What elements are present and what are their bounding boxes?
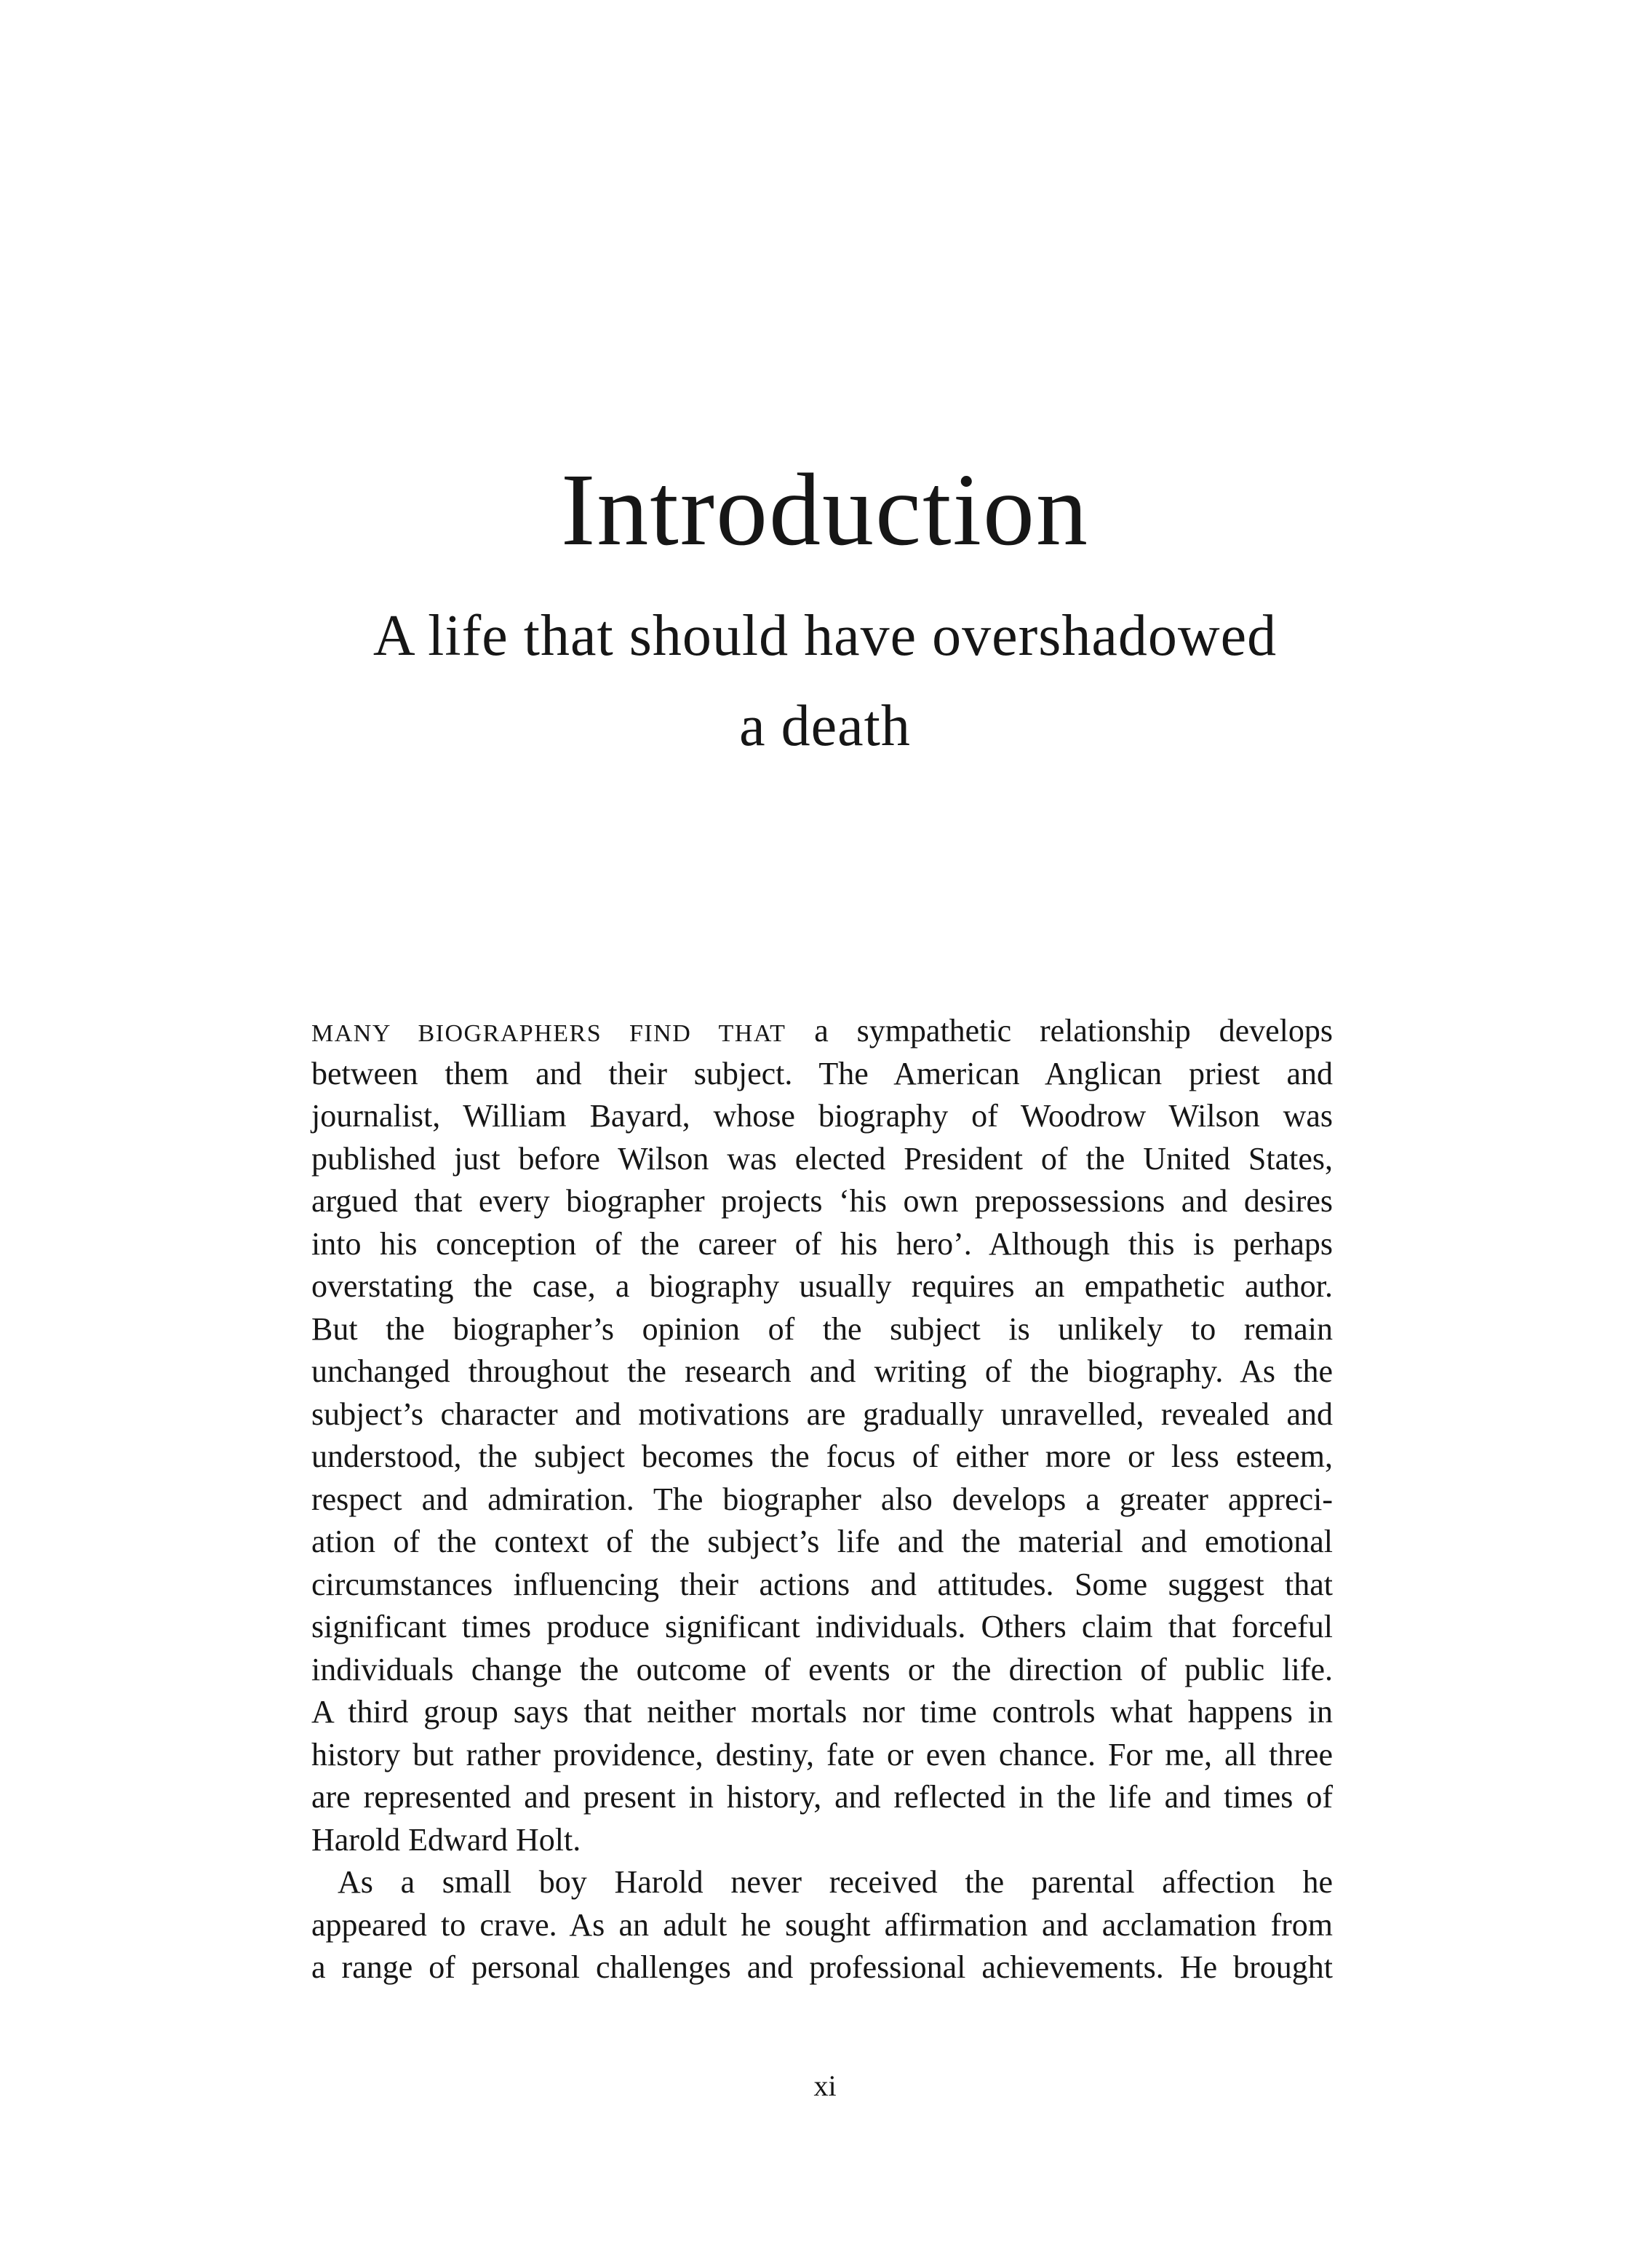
subtitle-line: a death (739, 694, 911, 758)
page-number: xi (813, 2069, 837, 2102)
text-line: journalist, William Bayard, whose biography of Woodrow Wilson was (311, 1098, 1333, 1134)
text-line: a range of personal challenges and professional achievements. He brought (311, 1949, 1333, 1985)
text-line: appeared to crave. As an adult he sought affirmation and acclamation from (311, 1906, 1333, 1943)
text-line: argued that every biographer projects ‘his own prepossessions and desires (311, 1183, 1333, 1219)
text-line (311, 1010, 1333, 1053)
text-line: individuals change the outcome of events or the direction of public life. (311, 1651, 1333, 1687)
text-line: circumstances influencing their actions and attitudes. Some suggest that (311, 1566, 1333, 1602)
chapter-title: Introduction (561, 452, 1089, 567)
text-line: subject’s character and motivations are gradually unravelled, revealed and (311, 1396, 1333, 1432)
text-line: As a small boy Harold never received the parental affection he (338, 1864, 1333, 1900)
text-line: history but rather providence, destiny, fate or even chance. For me, all three (311, 1736, 1333, 1772)
subtitle-line: A life that should have overshadowed (372, 604, 1278, 668)
body-text (311, 1010, 1333, 1989)
text-line: unchanged throughout the research and writing of the biography. As the (311, 1353, 1333, 1389)
text-line: significant times produce significant individuals. Others claim that forceful (311, 1609, 1333, 1644)
text-line: ation of the context of the subject’s life and the material and emotional (311, 1524, 1333, 1559)
first-line-rest: a sympathetic relationship develops (786, 1013, 1333, 1049)
text-line: understood, the subject becomes the focus of either more or less esteem, (311, 1439, 1333, 1474)
text-line: into his conception of the career of his hero’. Although this is perhaps (311, 1225, 1333, 1262)
text-line: Harold Edward Holt. (311, 1821, 581, 1858)
text-line: But the biographer’s opinion of the subject is unlikely to remain (311, 1310, 1333, 1347)
text-line: A third group says that neither mortals nor time controls what happens in (311, 1694, 1333, 1730)
text-line: between them and their subject. The American Anglican priest and (311, 1055, 1333, 1091)
text-line: overstating the case, a biography usually requires an empathetic author. (311, 1268, 1333, 1304)
chapter-subtitle (0, 591, 1650, 771)
text-line: respect and admiration. The biographer also develops a greater appreci- (311, 1481, 1333, 1517)
text-line: published just before Wilson was elected President of the United States, (311, 1140, 1333, 1177)
opening-smallcaps: MANY BIOGRAPHERS FIND THAT (311, 1020, 786, 1047)
text-line: are represented and present in history, and reflected in the life and times of (311, 1779, 1333, 1815)
